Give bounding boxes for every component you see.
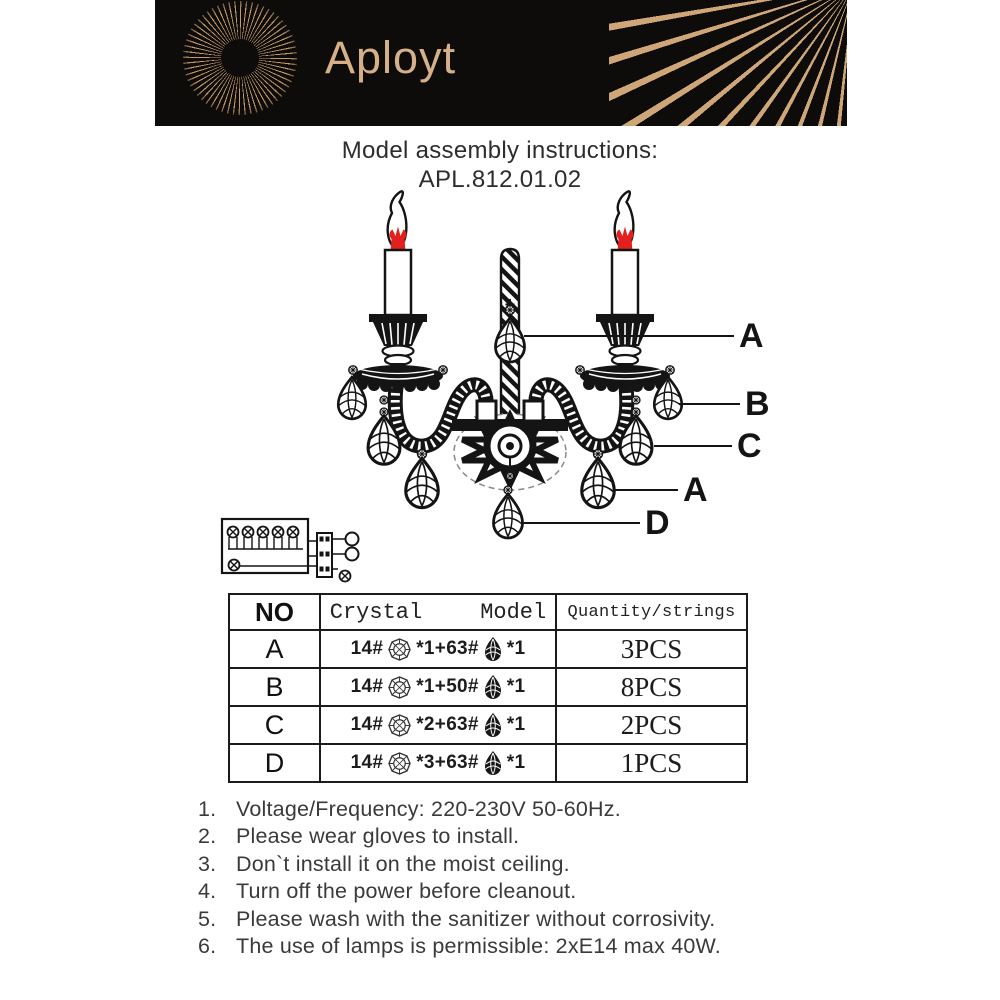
instructions-list	[198, 796, 858, 960]
teardrop-crystal-icon	[484, 674, 502, 700]
row-letter: D	[229, 744, 320, 782]
brand-banner	[155, 0, 847, 126]
table-row	[229, 706, 747, 744]
instruction-item: 3. Don`t install it on the moist ceiling.	[198, 851, 570, 876]
teardrop-crystal-icon	[484, 712, 502, 738]
row-letter: B	[229, 668, 320, 706]
instruction-item: 1. Voltage/Frequency: 220-230V 50-60Hz.	[198, 797, 621, 821]
octagon-crystal-icon	[388, 638, 411, 661]
part-label-a-bottom: A	[683, 471, 708, 509]
col-header-no: NO	[229, 594, 320, 630]
right-bobeche	[576, 314, 675, 392]
crystal-parts-table	[228, 593, 748, 783]
octagon-crystal-icon	[388, 676, 411, 699]
col-header-crystal: Crystal	[329, 599, 423, 625]
quantity-value: 2PCS	[556, 706, 747, 744]
octagon-crystal-icon	[388, 752, 411, 775]
row-letter: A	[229, 630, 320, 668]
col-header-model: Model	[480, 599, 547, 625]
table-header-row	[229, 594, 747, 630]
page-title: Model assembly instructions:	[341, 137, 659, 164]
quantity-value: 3PCS	[556, 630, 747, 668]
octagon-crystal-icon	[388, 714, 411, 737]
part-label-c: C	[737, 427, 762, 465]
table-row	[229, 630, 747, 668]
col-header-crystal-model	[320, 594, 556, 630]
crystal-spec: 14# *2+63# *1	[321, 712, 555, 738]
crystal-spec: 14# *1+50# *1	[321, 674, 555, 700]
right-candle	[612, 191, 638, 315]
row-letter: C	[229, 706, 320, 744]
crystal-spec: 14# *3+63# *1	[321, 750, 555, 776]
table-row	[229, 744, 747, 782]
table-row	[229, 668, 747, 706]
col-header-quantity: Quantity/strings	[556, 594, 747, 630]
instruction-item: 6. The use of lamps is permissible: 2xE14 max 40W.	[198, 934, 721, 959]
left-bobeche	[349, 314, 448, 392]
quantity-value: 1PCS	[556, 744, 747, 782]
instruction-item: 5. Please wash with the sanitizer without corrosivity.	[198, 906, 716, 931]
wiring-diagram	[222, 519, 359, 582]
crystal-spec: 14# *1+63# *1	[321, 636, 555, 662]
left-candle	[385, 191, 411, 315]
wall-medallion	[452, 401, 568, 490]
corner-rays-decoration	[609, 0, 847, 126]
assembly-diagram	[180, 190, 780, 600]
instruction-item: 4. Turn off the power before cleanout.	[198, 879, 577, 904]
brand-name: Aployt	[325, 32, 457, 83]
model-number: APL.812.01.02	[418, 166, 582, 193]
quantity-value: 8PCS	[556, 668, 747, 706]
instruction-item: 2. Please wear gloves to install.	[198, 824, 520, 849]
teardrop-crystal-icon	[484, 750, 502, 776]
part-label-b: B	[745, 385, 770, 423]
title-block	[0, 136, 1000, 194]
teardrop-crystal-icon	[484, 636, 502, 662]
starburst-logo-icon	[183, 1, 297, 115]
part-label-a-top: A	[739, 317, 764, 355]
part-label-d: D	[645, 504, 670, 542]
